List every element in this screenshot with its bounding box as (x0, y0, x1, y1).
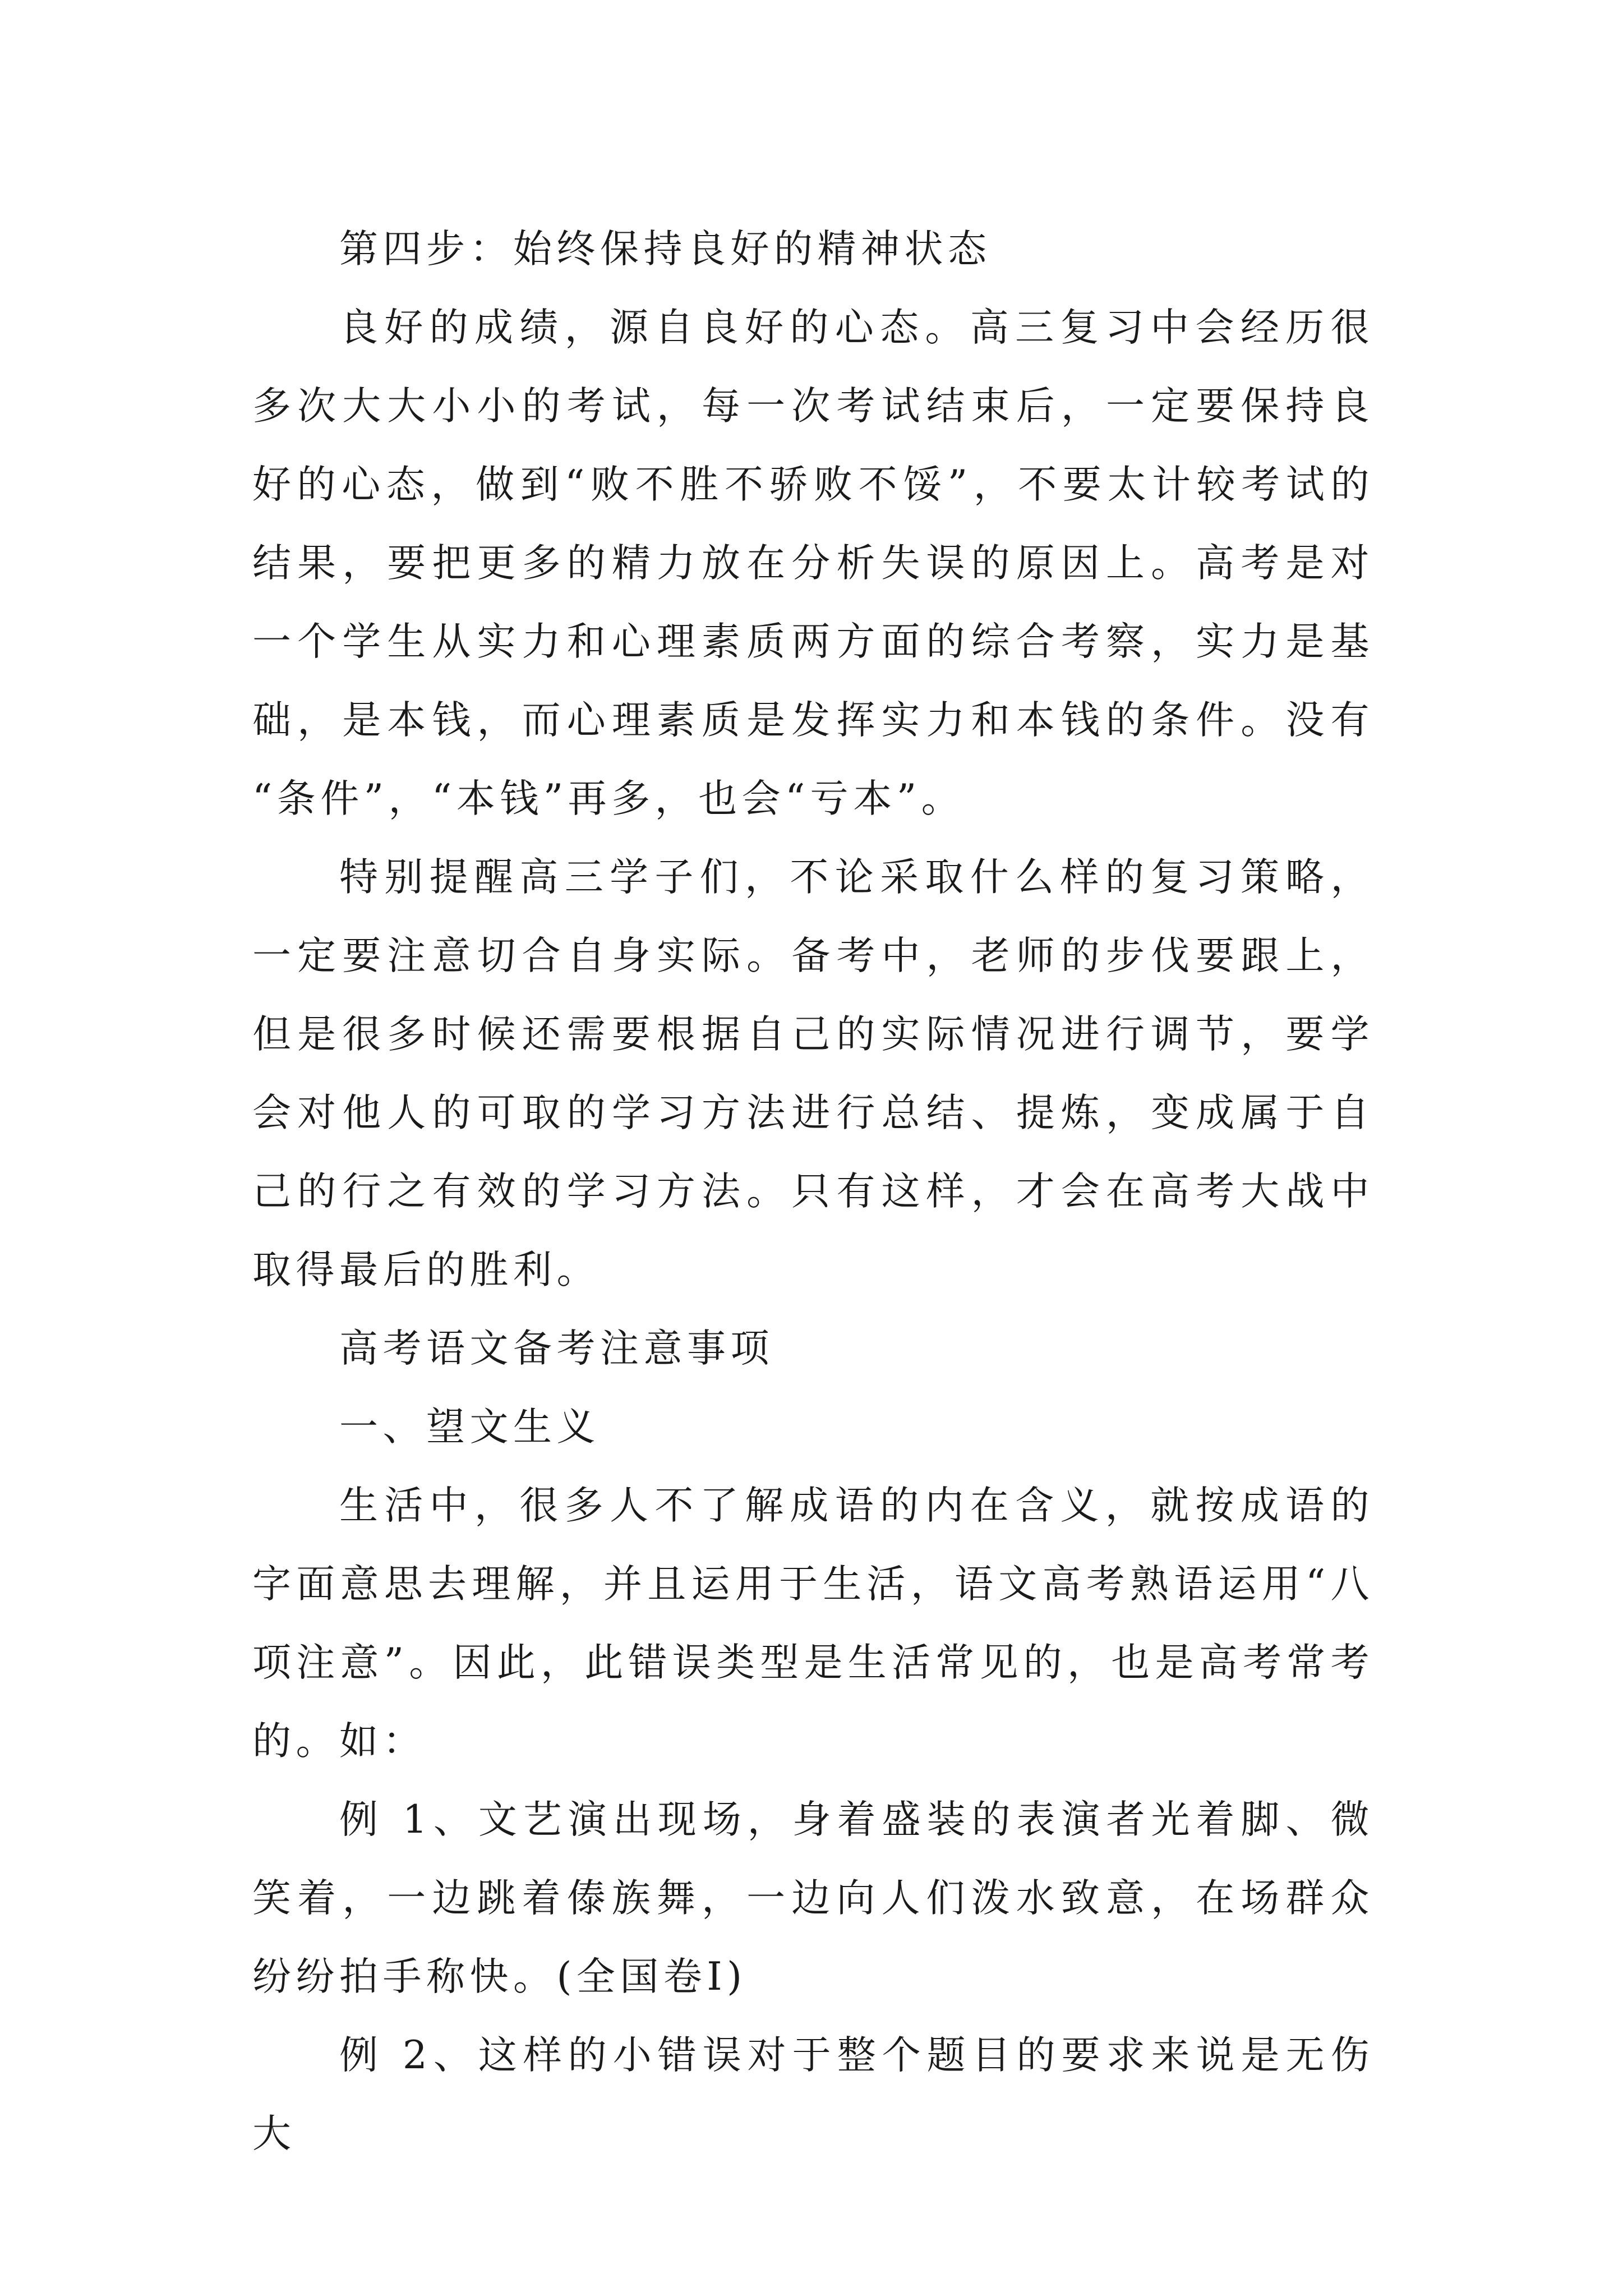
paragraph-example-2: 例 2、这样的小错误对于整个题目的要求来说是无伤大 (252, 2033, 1374, 2156)
document-page (252, 210, 1374, 2173)
subheading-one: 一、望文生义 (339, 1405, 600, 1450)
paragraph-reminder: 特别提醒高三学子们，不论采取什么样的复习策略，一定要注意切合自身实际。备考中，老师的步伐要跟上，但是很多时候还需要根据自己的实际情况进行调节，要学会对他人的可取的学习方法进行总结、提炼，变成属于自己的行之有效的学习方法。只有这样，才会在高考大战中取得最后的胜利。 (252, 855, 1374, 1292)
section-heading-step-four: 第四步：始终保持良好的精神状态 (339, 227, 992, 272)
section-heading-chinese-exam: 高考语文备考注意事项 (339, 1326, 774, 1371)
paragraph-mindset: 良好的成绩，源自良好的心态。高三复习中会经历很多次大大小小的考试，每一次考试结束后，一定要保持良好的心态，做到“败不胜不骄败不馁”，不要太计较考试的结果，要把更多的精力放在分析失误的原因上。高考是对一个学生从实力和心理素质两方面的综合考察，实力是基础，是本钱，而心理素质是发挥实力和本钱的条件。没有 “条件”，“本钱”再多，也会“亏本”。 (252, 305, 1374, 821)
paragraph-idioms: 生活中，很多人不了解成语的内在含义，就按成语的字面意思去理解，并且运用于生活，语文高考熟语运用“八项注意”。因此，此错误类型是生活常见的，也是高考常考的。如： (252, 1483, 1374, 1764)
paragraph-example-1: 例 1、文艺演出现场，身着盛装的表演者光着脚、微笑着，一边跳着傣族舞，一边向人们泼水致意，在场群众纷纷拍手称快。(全国卷Ⅰ) (252, 1797, 1374, 1999)
